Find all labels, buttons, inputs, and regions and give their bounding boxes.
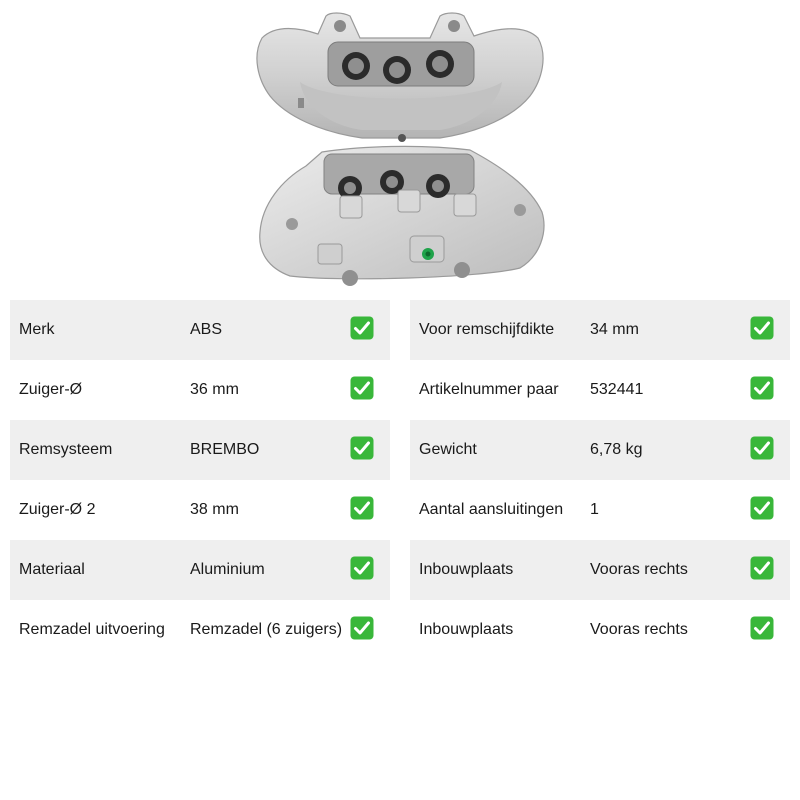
spec-table-left	[10, 300, 390, 660]
check-mark-icon	[350, 376, 374, 400]
spec-label: Aantal aansluitingen	[419, 501, 564, 518]
spec-label: Artikelnummer paar	[419, 381, 559, 398]
spec-label: Zuiger-Ø 2	[19, 501, 96, 518]
spec-label: Remsysteem	[19, 441, 113, 458]
piston-icon	[426, 174, 450, 198]
spec-row	[410, 540, 790, 600]
spec-row	[410, 300, 790, 360]
spec-row	[410, 420, 790, 480]
spec-value: 532441	[590, 381, 644, 398]
check-mark-icon	[350, 316, 374, 340]
spec-value: BREMBO	[190, 441, 260, 458]
spec-value: Vooras rechts	[590, 621, 688, 638]
spec-row	[10, 480, 390, 540]
check-mark-icon	[750, 556, 774, 580]
spec-row	[10, 600, 390, 660]
spec-value: 1	[590, 501, 599, 518]
check-mark-icon	[750, 376, 774, 400]
spec-row	[10, 420, 390, 480]
caliper-top-view	[257, 13, 543, 142]
spec-label: Zuiger-Ø	[19, 381, 83, 398]
caliper-side-view	[260, 146, 544, 286]
check-mark-icon	[750, 616, 774, 640]
piston-icon	[383, 56, 411, 84]
spec-label: Voor remschijfdikte	[419, 321, 555, 338]
spec-label: Inbouwplaats	[419, 561, 514, 578]
check-mark-icon	[350, 496, 374, 520]
spec-label: Remzadel uitvoering	[19, 621, 165, 638]
check-mark-icon	[750, 496, 774, 520]
spec-value: Vooras rechts	[590, 561, 688, 578]
piston-icon	[426, 50, 454, 78]
spec-value: 6,78 kg	[590, 441, 643, 458]
check-mark-icon	[750, 316, 774, 340]
spec-row	[410, 480, 790, 540]
spec-row	[10, 360, 390, 420]
spec-row	[10, 300, 390, 360]
check-mark-icon	[350, 556, 374, 580]
brake-caliper-image	[240, 0, 560, 292]
spec-value: 36 mm	[190, 381, 239, 398]
spec-row	[410, 600, 790, 660]
spec-value: Remzadel (6 zuigers)	[190, 621, 343, 638]
spec-row	[410, 360, 790, 420]
spec-value: Aluminium	[190, 561, 265, 578]
spec-value: 34 mm	[590, 321, 639, 338]
spec-value: ABS	[190, 321, 223, 338]
spec-value: 38 mm	[190, 501, 239, 518]
spec-label: Materiaal	[19, 561, 85, 578]
spec-table-right	[410, 300, 790, 660]
spec-label: Gewicht	[419, 441, 477, 458]
bleed-valve-icon	[422, 248, 434, 260]
spec-label: Inbouwplaats	[419, 621, 514, 638]
spec-row	[10, 540, 390, 600]
check-mark-icon	[350, 616, 374, 640]
spec-label: Merk	[19, 321, 55, 338]
check-mark-icon	[350, 436, 374, 460]
check-mark-icon	[750, 436, 774, 460]
piston-icon	[342, 52, 370, 80]
